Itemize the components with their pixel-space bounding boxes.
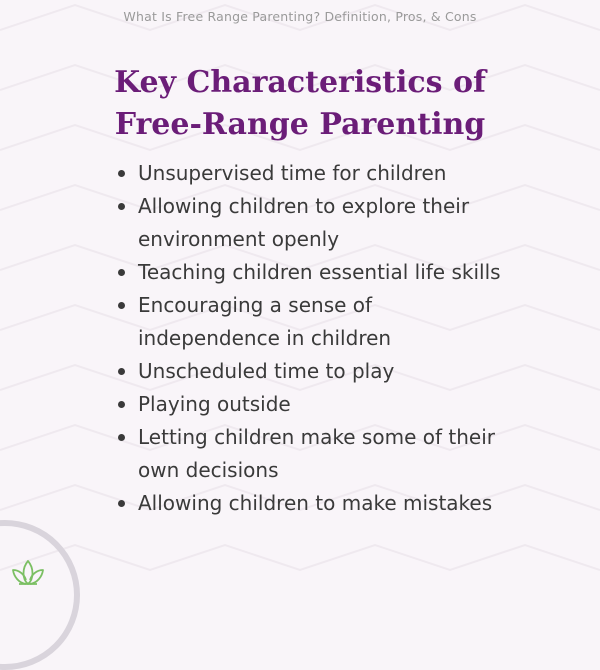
page-title-line-1: Key Characteristics of xyxy=(114,65,486,100)
list-item xyxy=(116,355,586,388)
page-title-line-2: Free-Range Parenting xyxy=(114,107,486,142)
characteristics-list xyxy=(116,157,586,520)
bullet-dot-icon xyxy=(118,500,125,507)
list-item-text: Letting children make some of their xyxy=(138,425,495,449)
list-item xyxy=(116,157,586,190)
page-title xyxy=(0,62,600,146)
list-item-text-continued: environment openly xyxy=(138,227,340,251)
list-item-text-continued: own decisions xyxy=(138,458,279,482)
list-item-text-continued: independence in children xyxy=(138,326,392,350)
list-item-text: Encouraging a sense of xyxy=(138,293,373,317)
bullet-dot-icon xyxy=(118,368,125,375)
bullet-dot-icon xyxy=(118,203,125,210)
list-item-text: Unscheduled time to play xyxy=(138,359,395,383)
list-item xyxy=(116,256,586,289)
list-item xyxy=(116,289,586,355)
list-item-text: Unsupervised time for children xyxy=(138,161,447,185)
list-item xyxy=(116,487,586,520)
leaf-logo-icon xyxy=(11,557,45,587)
list-item xyxy=(116,421,586,487)
bullet-dot-icon xyxy=(118,269,125,276)
list-item-text: Teaching children essential life skills xyxy=(138,260,501,284)
list-item xyxy=(116,190,586,256)
bullet-dot-icon xyxy=(118,170,125,177)
bullet-dot-icon xyxy=(118,434,125,441)
article-header: What Is Free Range Parenting? Definition, Pros, & Cons xyxy=(123,9,477,24)
bullet-dot-icon xyxy=(118,401,125,408)
list-item-text: Playing outside xyxy=(138,392,291,416)
list-item-text: Allowing children to make mistakes xyxy=(138,491,493,515)
list-item-text: Allowing children to explore their xyxy=(138,194,470,218)
bullet-dot-icon xyxy=(118,302,125,309)
list-item xyxy=(116,388,586,421)
